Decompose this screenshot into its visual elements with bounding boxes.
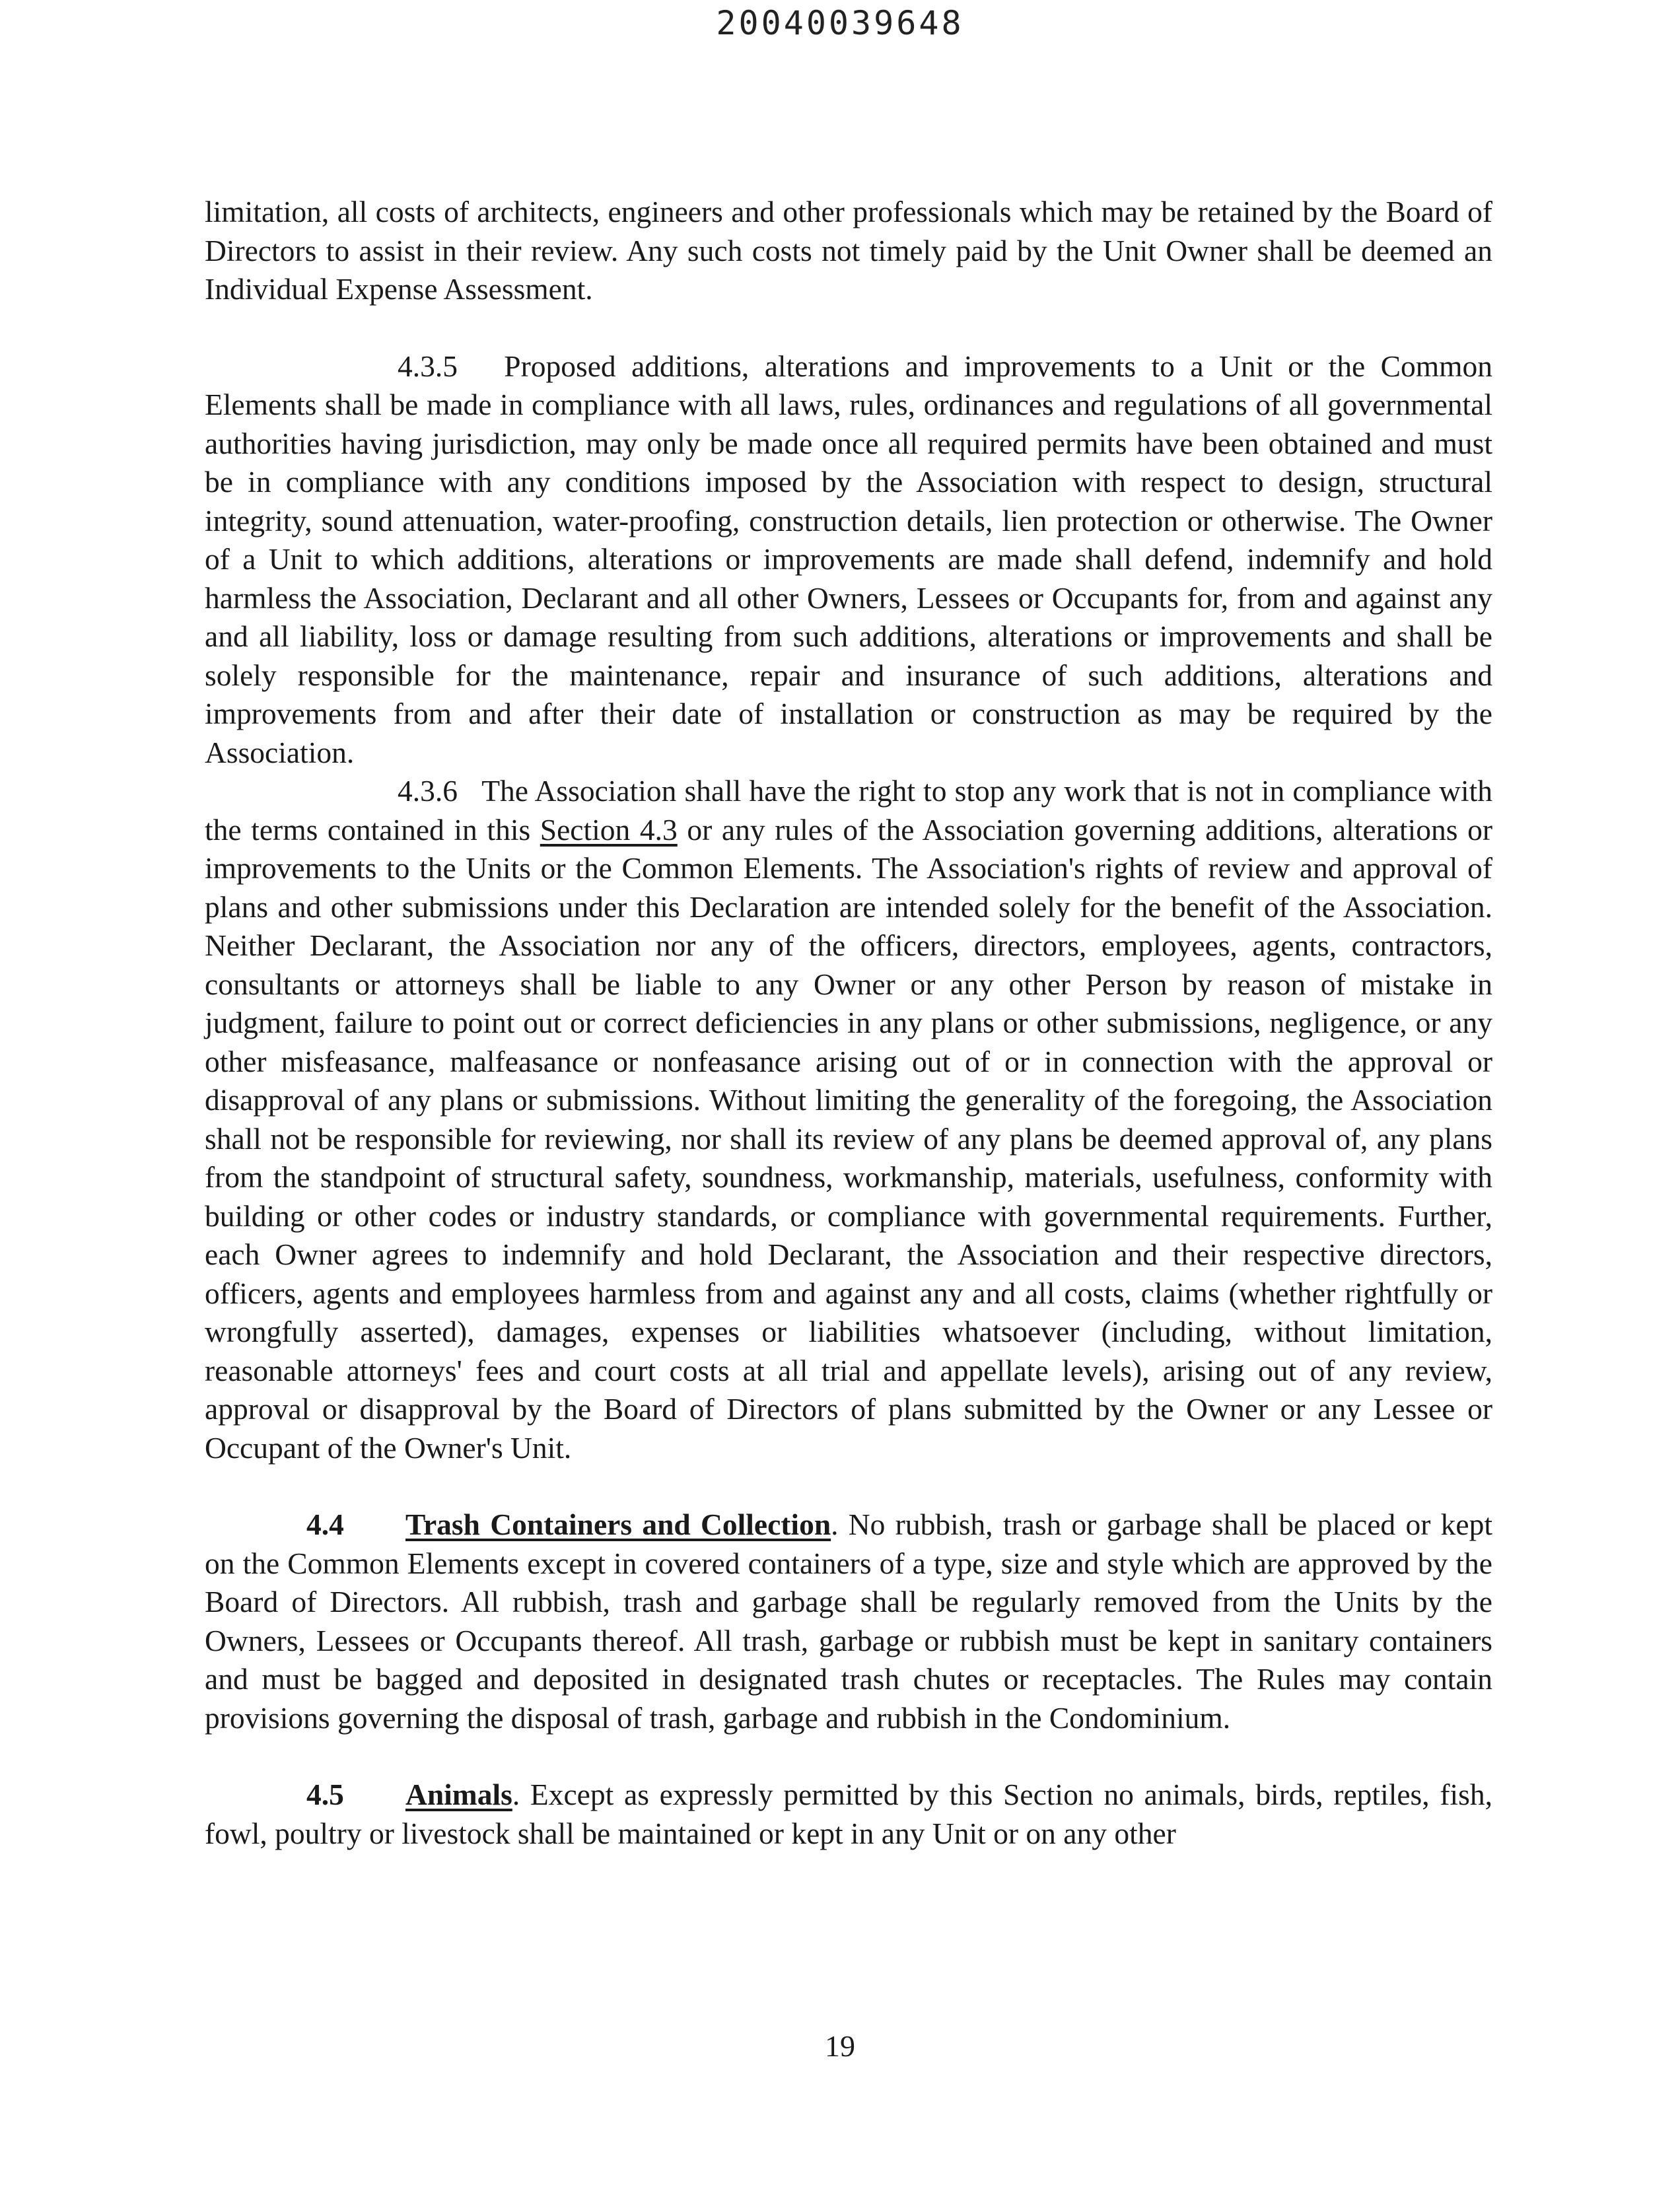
paragraph-4-3-5 [205, 347, 1492, 773]
paragraph-4-5 [205, 1776, 1492, 1853]
paragraph-continuation: limitation, all costs of architects, engineers and other professionals which may be retained by the Board of Directors to assist in their review. Any such costs not timely paid by the Unit Owner shall be deemed an Individual Expense Assessment. [205, 195, 1492, 306]
section-number-4-5: 4.5 [306, 1778, 344, 1811]
document-body [205, 193, 1492, 1853]
document-number: 20040039648 [716, 4, 964, 42]
section-text-4-3-6-after: or any rules of the Association governing additions, alterations or improvements to the Units or the Common Elements. The Association's rights of review and approval of plans and other submissions under this Declaration are intended solely for the benefit of the Association. Neither Declarant, the Association nor any of the officers, directors, employees, agents, contractors, consultants or attorneys shall be liable to any Owner or any other Person by reason of mistake in judgment, failure to point out or correct deficiencies in any plans or other submissions, negligence, or any other misfeasance, malfeasance or nonfeasance arising out of or in connection with the approval or disapproval of any plans or submissions. Without limiting the generality of the foregoing, the Association shall not be responsible for reviewing, nor shall its review of any plans be deemed approval of, any plans from the standpoint of structural safety, soundness, workmanship, materials, usefulness, conformity with building or other codes or industry standards, or compliance with governmental requirements. Further, each Owner agrees to indemnify and hold Declarant, the Association and their respective directors, officers, agents and employees harmless from and against any and all costs, claims (whether rightfully or wrongfully asserted), damages, expenses or liabilities whatsoever (including, without limitation, reasonable attorneys' fees and court costs at all trial and appellate levels), arising out of any review, approval or disapproval by the Board of Directors of plans submitted by the Owner or any Lessee or Occupant of the Owner's Unit. [205, 812, 1492, 1465]
section-title-animals: Animals [405, 1778, 512, 1811]
section-text-4-4: . No rubbish, trash or garbage shall be placed or kept on the Common Elements except in covered containers of a type, size and style which are approved by the Board of Directors. All rubbish, trash and garbage shall be regularly removed from the Units by the Owners, Lessees or Occupants thereof. All trash, garbage or rubbish must be kept in sanitary containers and must be bagged and deposited in designated trash chutes or receptacles. The Rules may contain provisions governing the disposal of trash, garbage and rubbish in the Condominium. [205, 1508, 1492, 1735]
section-number-4-3-5: 4.3.5 [398, 349, 458, 383]
page-number: 19 [825, 2029, 855, 2063]
section-text-4-3-5: Proposed additions, alterations and improvements to a Unit or the Common Elements shall be made in compliance with all laws, rules, ordinances and regulations of all governmental authorities having jurisdiction, may only be made once all required permits have been obtained and must be in compliance with any conditions imposed by the Association with respect to design, structural integrity, sound attenuation, water-proofing, construction details, lien protection or otherwise. The Owner of a Unit to which additions, alterations or improvements are made shall defend, indemnify and hold harmless the Association, Declarant and all other Owners, Lessees or Occupants for, from and against any and all liability, loss or damage resulting from such additions, alterations or improvements and shall be solely responsible for the maintenance, repair and insurance of such additions, alterations and improvements from and after their date of installation or construction as may be required by the Association. [205, 349, 1493, 769]
section-number-4-3-6: 4.3.6 [398, 774, 458, 808]
section-number-4-4: 4.4 [306, 1508, 344, 1541]
section-text-4-3-6-before: The Association shall have the right to stop any work that is not in compliance with the terms contained in this [205, 774, 1493, 847]
paragraph-4-4 [205, 1506, 1492, 1737]
section-reference-link: Section 4.3 [540, 812, 678, 847]
paragraph-4-3-6 [205, 772, 1492, 1467]
section-title-trash: Trash Containers and Collection [405, 1508, 831, 1541]
section-text-4-5: . Except as expressly permitted by this Section no animals, birds, reptiles, fish, fowl, poultry or livestock shall be maintained or kept in any Unit or on any other [205, 1778, 1492, 1850]
